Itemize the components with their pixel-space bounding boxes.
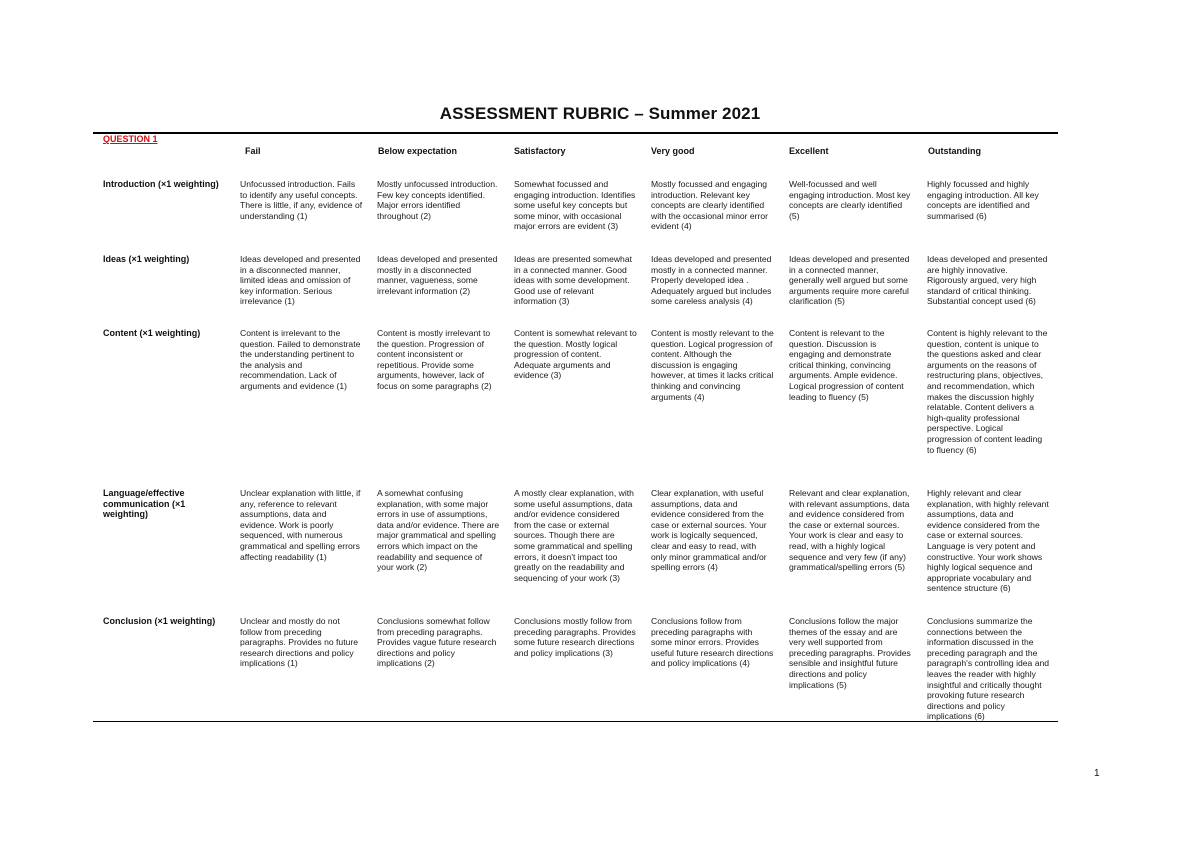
top-rule <box>93 132 1058 134</box>
rubric-cell-very-good: Conclusions follow from preceding paragraphs with some minor errors. Provides useful future research directions and policy implications (4) <box>651 616 774 669</box>
rubric-cell-below-expectation: Mostly unfocussed introduction. Few key concepts identified. Major errors identified throughout (2) <box>377 179 498 221</box>
criterion-label: Introduction (×1 weighting) <box>103 179 219 189</box>
rubric-cell-below-expectation: Conclusions somewhat follow from preceding paragraphs. Provides vague future research directions and policy implications (2) <box>377 616 497 669</box>
rubric-cell-fail: Content is irrelevant to the question. Failed to demonstrate the understanding pertinent to the analysis and recommendation. Lack of arguments and evidence (1) <box>240 328 361 391</box>
rubric-cell-fail: Unclear explanation with little, if any, reference to relevant assumptions, data and evidence. Work is poorly sequenced, with numerous grammatical and spelling errors affecting readability (1) <box>240 488 361 562</box>
level-header-very-good: Very good <box>651 146 695 156</box>
rubric-cell-very-good: Mostly focussed and engaging introduction. Relevant key concepts are clearly identified with the occasional minor error evident (4) <box>651 179 769 232</box>
rubric-cell-outstanding: Content is highly relevant to the question, content is unique to the questions asked and clear arguments on the reasons of restructuring plans, objectives, and recommendation, which makes the discussion highly relatable. Content delivers a high-quality professional perspective. Logical progression of content leading to fluency (6) <box>927 328 1048 455</box>
rubric-cell-outstanding: Ideas developed and presented are highly innovative. Rigorously argued, very high standard of critical thinking. Substantial concept used (6) <box>927 254 1048 307</box>
rubric-cell-excellent: Conclusions follow the major themes of the essay and are very well supported from preceding paragraphs. Provides sensible and insightful future directions and policy implications (5) <box>789 616 911 690</box>
rubric-cell-fail: Unclear and mostly do not follow from preceding paragraphs. Provides no future research directions and policy implications (1) <box>240 616 358 669</box>
bottom-rule <box>93 721 1058 722</box>
level-header-satisfactory: Satisfactory <box>514 146 566 156</box>
rubric-cell-very-good: Ideas developed and presented mostly in a connected manner. Properly developed idea . Adequately argued but includes some careless analysis (4) <box>651 254 772 307</box>
rubric-cell-very-good: Content is mostly relevant to the question. Logical progression of content. Although the discussion is engaging however, at times it lacks critical thinking and convincing arguments (4) <box>651 328 774 402</box>
rubric-cell-outstanding: Highly focussed and highly engaging introduction. All key concepts are identified and summarised (6) <box>927 179 1039 221</box>
rubric-cell-satisfactory: A mostly clear explanation, with some useful assumptions, data and/or evidence considered from the case or external sources. Though there are some grammatical and spelling errors, it doesn't impact too greatly on the readability and sequencing of your work (3) <box>514 488 634 583</box>
page-number: 1 <box>1094 768 1100 779</box>
rubric-cell-fail: Unfocussed introduction. Fails to identify any useful concepts. There is little, if any, evidence of understanding (1) <box>240 179 363 221</box>
rubric-cell-very-good: Clear explanation, with useful assumptions, data and evidence considered from the case or external sources. Your work is logically sequenced, clear and easy to read, with only minor grammatical and/or spelling errors (4) <box>651 488 767 573</box>
rubric-cell-outstanding: Highly relevant and clear explanation, with highly relevant assumptions, data and evidence considered from the case or external sources. Language is very potent and constructive. Your work shows highly logical sequence and appropriate vocabulary and sentence structure (6) <box>927 488 1049 594</box>
level-header-fail: Fail <box>245 146 261 156</box>
rubric-cell-below-expectation: Content is mostly irrelevant to the question. Progression of content inconsistent or repetitious. Provide some arguments, however, lack of focus on some paragraphs (2) <box>377 328 492 391</box>
level-header-outstanding: Outstanding <box>928 146 981 156</box>
rubric-cell-excellent: Content is relevant to the question. Discussion is engaging and demonstrate critical thinking, convincing arguments. Ample evidence. Logical progression of content leading to fluency (5) <box>789 328 904 402</box>
rubric-cell-outstanding: Conclusions summarize the connections between the information discussed in the preceding paragraph and the paragraph's controlling idea and leaves the reader with highly insightful and critically thought provoking future research directions and policy implications (6) <box>927 616 1050 722</box>
rubric-cell-excellent: Ideas developed and presented in a connected manner, generally well argued but some arguments require more careful clarification (5) <box>789 254 910 307</box>
question-label: QUESTION 1 <box>103 134 158 144</box>
rubric-cell-fail: Ideas developed and presented in a disconnected manner, limited ideas and omission of key information. Serious irrelevance (1) <box>240 254 361 307</box>
rubric-cell-satisfactory: Somewhat focussed and engaging introduction. Identifies some useful key concepts but some minor, with occasional major errors are evident (3) <box>514 179 636 232</box>
rubric-cell-satisfactory: Ideas are presented somewhat in a connected manner. Good ideas with some development. Good use of relevant information (3) <box>514 254 632 307</box>
rubric-cell-satisfactory: Content is somewhat relevant to the question. Mostly logical progression of content. Adequate arguments and evidence (3) <box>514 328 637 381</box>
level-header-below-expectation: Below expectation <box>378 146 458 156</box>
rubric-title: ASSESSMENT RUBRIC – Summer 2021 <box>439 104 761 123</box>
criterion-label: Language/effective communication (×1 weighting) <box>103 488 186 520</box>
rubric-cell-satisfactory: Conclusions mostly follow from preceding paragraphs. Provides some future research directions and policy implications (3) <box>514 616 636 658</box>
level-header-excellent: Excellent <box>789 146 829 156</box>
rubric-cell-below-expectation: Ideas developed and presented mostly in a disconnected manner, vagueness, some irrelevant information (2) <box>377 254 498 296</box>
criterion-label: Ideas (×1 weighting) <box>103 254 190 264</box>
rubric-cell-below-expectation: A somewhat confusing explanation, with some major errors in use of assumptions, data and/or evidence. There are major grammatical and spelling errors which impact on the readability and sequence of your work (2) <box>377 488 500 573</box>
rubric-cell-excellent: Well-focussed and well engaging introduction. Most key concepts are clearly identified (5) <box>789 179 911 221</box>
rubric-cell-excellent: Relevant and clear explanation, with relevant assumptions, data and evidence considered from the case or external sources. Your work is clear and easy to read, with a highly logical sequence and very few (if any) grammatical/spelling errors (5) <box>789 488 910 573</box>
criterion-label: Content (×1 weighting) <box>103 328 201 338</box>
criterion-label: Conclusion (×1 weighting) <box>103 616 216 626</box>
